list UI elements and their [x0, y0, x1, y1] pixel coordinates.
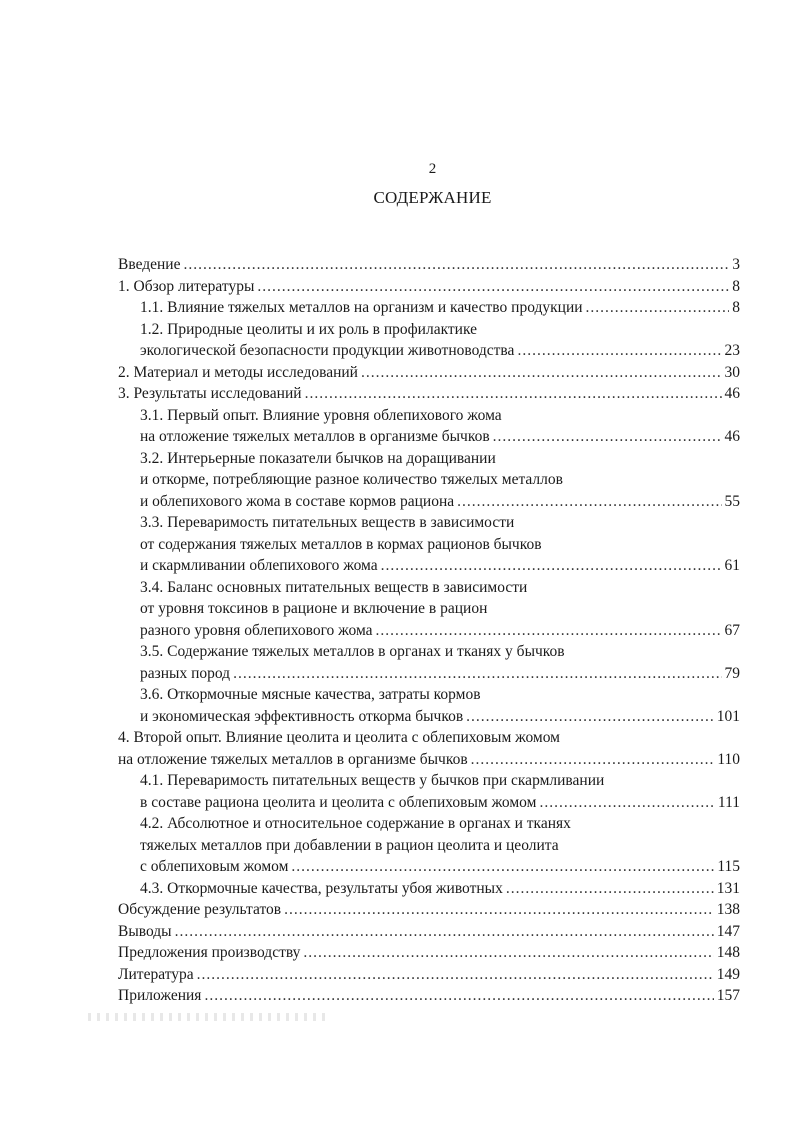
toc-line: [140, 512, 740, 534]
toc-line: [118, 964, 740, 986]
toc-entry-title: тяжелых металлов при добавлении в рацион цеолита и цеолита: [140, 836, 559, 854]
toc-entry-title: с облепиховым жомом: [140, 858, 289, 875]
toc-leader-dots: [257, 276, 729, 298]
toc-entry-title: 4.3. Откормочные качества, результаты убоя животных: [140, 879, 503, 897]
toc-line: [140, 534, 740, 556]
toc-line: [118, 276, 740, 298]
toc-line: [118, 383, 740, 405]
toc-leader-dots: [183, 254, 729, 276]
toc-line: [140, 792, 740, 814]
toc-leader-dots: [305, 383, 722, 405]
toc-page-number: 131: [716, 879, 740, 897]
toc-entry: [118, 405, 740, 448]
toc-line: [140, 878, 740, 900]
toc-entry: [118, 878, 740, 900]
toc-entry: [118, 319, 740, 362]
toc-entry-title: от уровня токсинов в рационе и включение в рацион: [140, 600, 488, 617]
toc-page-number: 8: [732, 299, 740, 316]
toc-line: [140, 405, 740, 427]
toc-page-number: 138: [716, 901, 740, 918]
toc-page-number: 67: [724, 621, 740, 639]
toc-line: [140, 641, 740, 663]
toc-line: [140, 813, 740, 835]
toc-line: [140, 555, 740, 577]
page-title: СОДЕРЖАНИЕ: [373, 188, 492, 207]
toc-entry-title: от содержания тяжелых металлов в кормах рационов бычков: [140, 535, 542, 553]
toc-page-number: 55: [724, 492, 740, 510]
toc-line: [118, 921, 740, 943]
toc-entry-title: 1.1. Влияние тяжелых металлов на организм и качество продукции: [140, 299, 583, 316]
toc-page-number: 30: [724, 363, 740, 381]
toc-line: [140, 856, 740, 878]
toc-entry: [118, 276, 740, 298]
toc-leader-dots: [471, 749, 715, 771]
toc-page-number: 147: [716, 922, 740, 940]
toc-entry-title: 3.1. Первый опыт. Влияние уровня облепихового жома: [140, 406, 502, 424]
toc-entry-title: и облепихового жома в составе кормов рациона: [140, 492, 455, 510]
toc-leader-dots: [175, 921, 714, 943]
toc-entry-title: 1. Обзор литературы: [118, 277, 255, 295]
toc-entry-title: Выводы: [118, 922, 172, 940]
toc-line: [118, 985, 740, 1007]
toc-entry: [118, 448, 740, 513]
toc-leader-dots: [381, 555, 722, 577]
toc-entry-title: 3. Результаты исследований: [118, 385, 302, 402]
toc-page-number: 115: [717, 858, 740, 875]
toc-entry-title: экологической безопасности продукции животноводства: [140, 342, 515, 359]
toc-entry: [118, 684, 740, 727]
toc-line: [140, 663, 740, 685]
toc-entry: [118, 942, 740, 964]
toc-line: [118, 749, 740, 771]
toc-entry-title: на отложение тяжелых металлов в организме бычков: [118, 750, 468, 768]
toc-entry-title: 3.4. Баланс основных питательных веществ в зависимости: [140, 578, 528, 596]
toc-leader-dots: [539, 792, 714, 814]
toc-line: [118, 254, 740, 276]
toc-entry-title: Литература: [118, 965, 194, 983]
toc-entry: [118, 727, 740, 770]
toc-leader-dots: [517, 340, 721, 362]
toc-entry-title: на отложение тяжелых металлов в организме бычков: [140, 428, 490, 445]
toc-entry: [118, 512, 740, 577]
toc-leader-dots: [586, 297, 730, 319]
toc-page-number: 23: [724, 342, 740, 359]
toc-line: [140, 448, 740, 470]
toc-line: [118, 362, 740, 384]
toc-entry-title: 2. Материал и методы исследований: [118, 363, 358, 381]
toc-entry-title: 3.3. Переваримость питательных веществ в зависимости: [140, 514, 515, 531]
toc-leader-dots: [233, 663, 721, 685]
toc-page-number: 8: [732, 277, 740, 295]
table-of-contents: [118, 254, 740, 1007]
toc-entry-title: разного уровня облепихового жома: [140, 621, 373, 639]
toc-page-number: 46: [724, 385, 740, 402]
toc-entry-title: 3.6. Откормочные мясные качества, затраты кормов: [140, 686, 481, 703]
toc-leader-dots: [303, 942, 713, 964]
toc-page-number: 61: [724, 557, 740, 574]
toc-entry: [118, 921, 740, 943]
toc-page-number: 101: [716, 707, 740, 725]
toc-entry-title: 4.1. Переваримость питательных веществ у бычков при скармливании: [140, 772, 605, 789]
toc-entry-title: Введение: [118, 256, 181, 273]
toc-line: [140, 706, 740, 728]
toc-leader-dots: [457, 491, 721, 513]
toc-entry-title: и откорме, потребляющие разное количество тяжелых металлов: [140, 471, 563, 488]
toc-page-number: 46: [724, 428, 740, 445]
toc-entry: [118, 964, 740, 986]
toc-page-number: 148: [716, 944, 740, 961]
toc-entry-title: 4. Второй опыт. Влияние цеолита и цеолита с облепиховым жомом: [118, 729, 560, 746]
toc-leader-dots: [506, 878, 714, 900]
toc-line: [140, 319, 740, 341]
toc-line: [140, 770, 740, 792]
toc-line: [140, 620, 740, 642]
toc-entry: [118, 770, 740, 813]
toc-page-number: 110: [717, 750, 740, 768]
toc-entry-title: 3.2. Интерьерные показатели бычков на доращивании: [140, 449, 496, 467]
toc-entry: [118, 577, 740, 642]
toc-entry-title: и экономическая эффективность откорма бычков: [140, 707, 464, 725]
toc-line: [140, 684, 740, 706]
toc-page-number: 157: [716, 987, 740, 1004]
toc-line: [118, 727, 740, 749]
toc-entry: [118, 985, 740, 1007]
toc-page-number: 3: [732, 256, 740, 273]
toc-entry: [118, 362, 740, 384]
toc-line: [140, 297, 740, 319]
toc-entry-title: Предложения производству: [118, 944, 301, 961]
toc-leader-dots: [376, 620, 722, 642]
toc-entry: [118, 383, 740, 405]
toc-entry-title: разных пород: [140, 664, 231, 682]
toc-line: [140, 491, 740, 513]
toc-leader-dots: [284, 899, 714, 921]
toc-leader-dots: [493, 426, 722, 448]
toc-entry-title: Обсуждение результатов: [118, 901, 282, 918]
scan-artifact: [88, 1013, 328, 1021]
toc-leader-dots: [361, 362, 722, 384]
toc-entry-title: 4.2. Абсолютное и относительное содержание в органах и тканях: [140, 815, 571, 832]
page-number: 2: [428, 161, 437, 177]
toc-page-number: 149: [716, 965, 740, 983]
toc-line: [140, 598, 740, 620]
toc-page-number: 79: [724, 664, 740, 682]
toc-line: [140, 577, 740, 599]
toc-entry-title: в составе рациона цеолита и цеолита с облепиховым жомом: [140, 793, 537, 811]
toc-line: [140, 835, 740, 857]
toc-line: [118, 942, 740, 964]
toc-leader-dots: [466, 706, 714, 728]
toc-page-number: 111: [717, 793, 740, 811]
toc-entry-title: 3.5. Содержание тяжелых металлов в органах и тканях у бычков: [140, 643, 565, 660]
toc-entry-title: Приложения: [118, 987, 202, 1004]
toc-entry: [118, 813, 740, 878]
toc-entry-title: и скармливании облепихового жома: [140, 557, 378, 574]
toc-line: [140, 426, 740, 448]
toc-line: [140, 469, 740, 491]
toc-entry: [118, 254, 740, 276]
toc-entry: [118, 297, 740, 319]
toc-entry: [118, 641, 740, 684]
toc-leader-dots: [197, 964, 714, 986]
toc-entry-title: 1.2. Природные цеолиты и их роль в профилактике: [140, 320, 478, 338]
toc-leader-dots: [204, 985, 713, 1007]
toc-leader-dots: [291, 856, 714, 878]
toc-line: [140, 340, 740, 362]
toc-line: [118, 899, 740, 921]
toc-entry: [118, 899, 740, 921]
